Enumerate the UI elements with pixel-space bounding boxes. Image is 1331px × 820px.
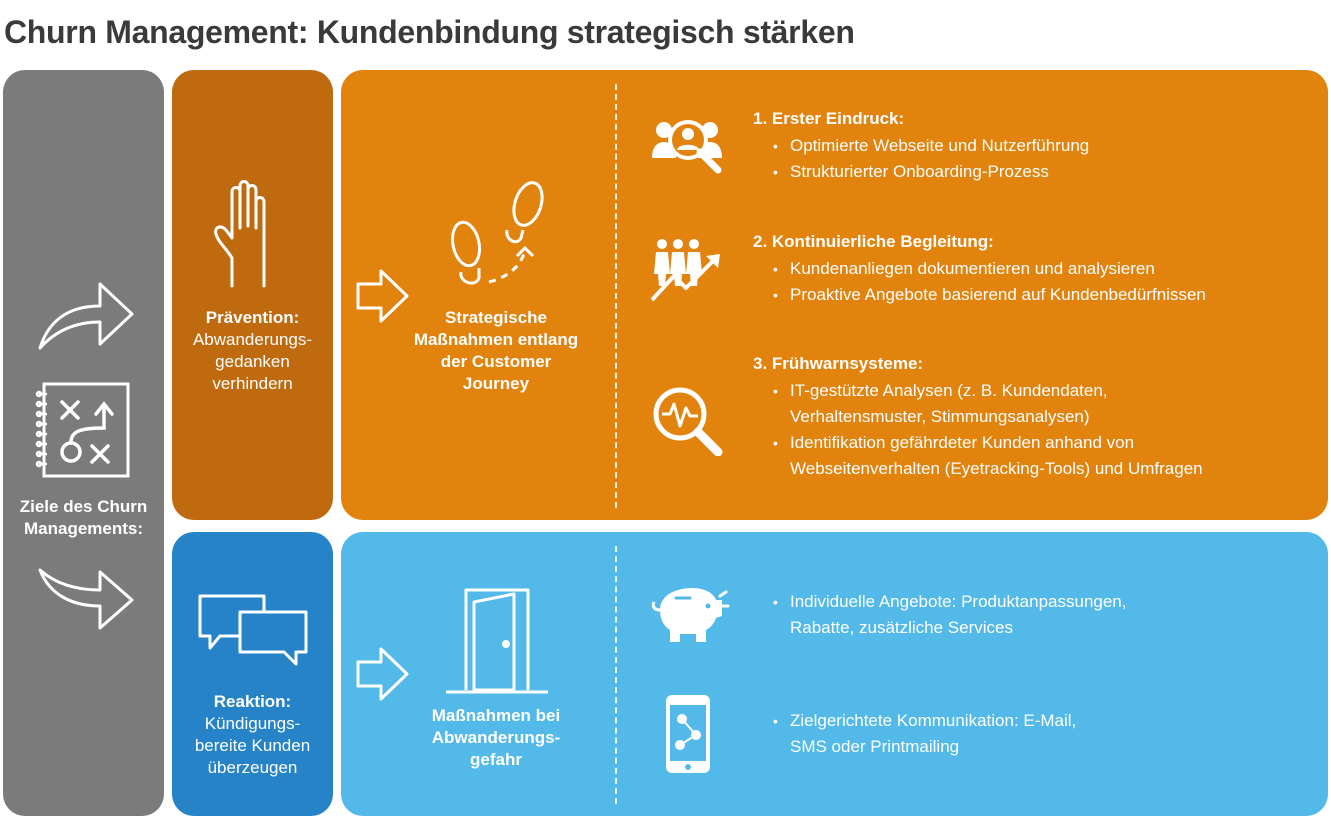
section-early-warning-title: 3. Frühwarnsysteme: (753, 354, 924, 373)
dashed-divider-bottom (615, 546, 617, 804)
curved-arrow-down-icon (36, 566, 136, 642)
list-item: • Optimierte Webseite und Nutzerführung (773, 133, 1089, 159)
page-title: Churn Management: Kundenbindung strategisch stärken (4, 14, 855, 50)
offers-list (773, 589, 1126, 641)
section-continuous-support-list (773, 256, 1206, 308)
smartphone-network-icon (664, 693, 712, 775)
list-item: • Identifikation gefährdeter Kunden anhand von (773, 430, 1203, 456)
strategic-line4: Journey (462, 374, 530, 393)
churn-risk-line2: Abwanderungs- (431, 728, 561, 747)
dashed-divider-top (615, 84, 617, 508)
prevention-text (172, 307, 333, 395)
strategic-text (396, 307, 596, 395)
list-item: • Proaktive Angebote basierend auf Kundenbedürfnissen (773, 282, 1206, 308)
list-item: • Strukturierter Onboarding-Prozess (773, 159, 1089, 185)
list-item: • Zielgerichtete Kommunikation: E-Mail, (773, 708, 1076, 734)
goals-label (3, 496, 164, 540)
door-icon (444, 586, 550, 696)
analytics-magnifier-icon (650, 384, 726, 456)
prevention-line1: Abwanderungs- (192, 330, 313, 349)
list-item-continuation: SMS oder Printmailing (790, 737, 960, 756)
list-item: • Kundenanliegen dokumentieren und analysieren (773, 256, 1206, 282)
goals-label-line1: Ziele des Churn (19, 497, 148, 516)
section-continuous-support-title: 2. Kontinuierliche Begleitung: (753, 232, 994, 251)
speech-bubbles-icon (196, 590, 310, 670)
list-item-continuation: Verhaltensmuster, Stimmungsanalysen) (790, 407, 1090, 426)
reaction-line2: bereite Kunden (194, 736, 311, 755)
list-item: • Individuelle Angebote: Produktanpassungen, (773, 589, 1126, 615)
reaction-line3: überzeugen (207, 758, 298, 777)
prevention-line2: gedanken (215, 352, 290, 371)
strategic-line2: Maßnahmen entlang (413, 330, 579, 349)
strategic-line3: der Customer (440, 352, 552, 371)
block-arrow-right-icon (355, 646, 411, 702)
reaction-text (172, 691, 333, 779)
list-item-continuation: Webseitenverhalten (Eyetracking-Tools) und Umfragen (790, 459, 1203, 478)
reaction-line1: Kündigungs- (204, 714, 301, 733)
list-item: • IT-gestützte Analysen (z. B. Kundendaten, (773, 378, 1203, 404)
growth-people-icon (650, 236, 728, 304)
reaction-heading: Reaktion: (213, 692, 292, 711)
curved-arrow-up-icon (36, 276, 136, 352)
goals-label-line2: Managements: (23, 519, 144, 538)
footprints-icon (445, 178, 555, 296)
churn-risk-line1: Maßnahmen bei (431, 706, 561, 725)
churn-risk-line3: gefahr (470, 750, 522, 769)
section-first-impression-list (773, 133, 1089, 185)
section-early-warning-list (773, 378, 1203, 482)
strategic-line1: Strategische (444, 308, 548, 327)
hand-icon (210, 178, 294, 290)
piggy-bank-icon (650, 584, 730, 646)
communication-list (773, 708, 1076, 760)
user-search-icon (650, 116, 726, 176)
list-item-continuation: Rabatte, zusätzliche Services (790, 618, 1013, 637)
strategy-board-icon (34, 380, 134, 480)
prevention-line3: verhindern (212, 374, 293, 393)
churn-risk-text (396, 705, 596, 771)
section-first-impression-title: 1. Erster Eindruck: (753, 109, 905, 128)
prevention-heading: Prävention: (205, 308, 300, 327)
prevention-panel (172, 70, 333, 520)
